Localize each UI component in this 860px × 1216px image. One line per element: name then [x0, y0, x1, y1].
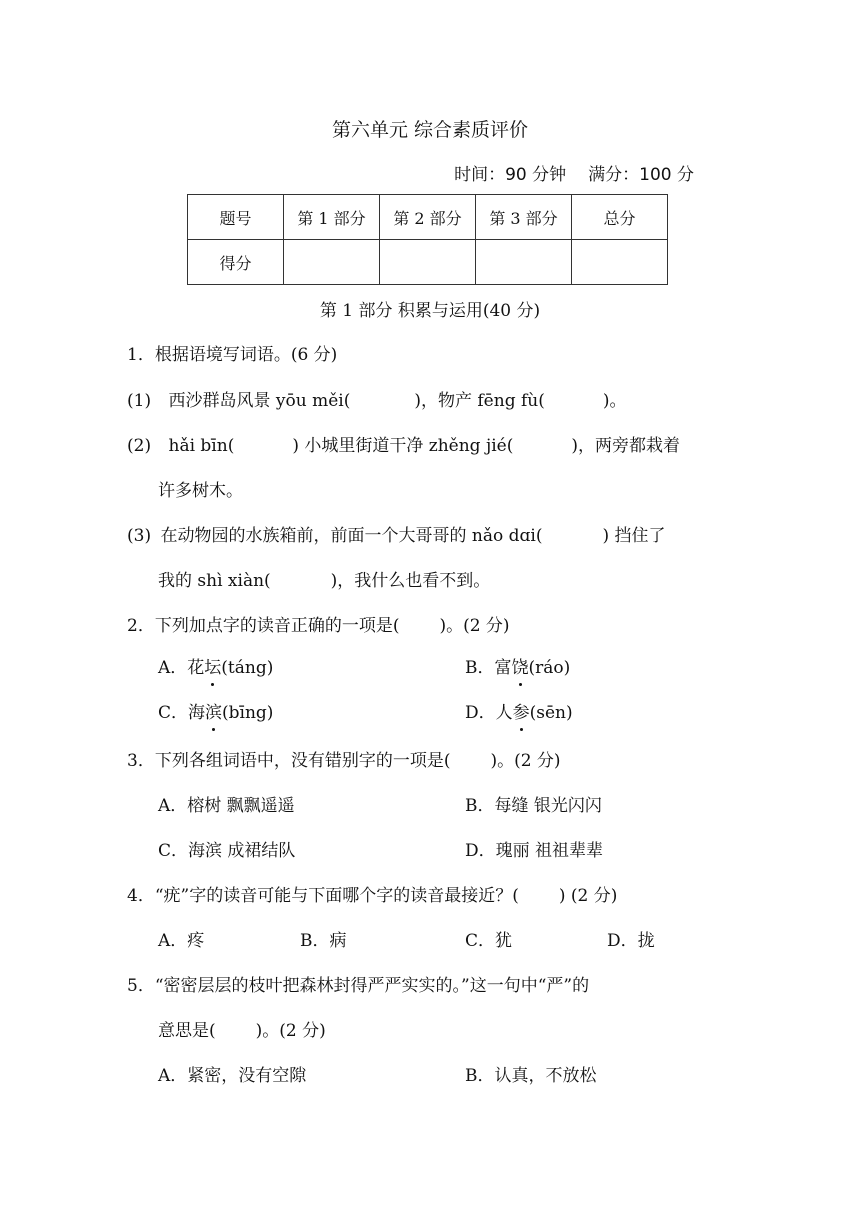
score-table-header-row — [188, 195, 668, 240]
cell-part-2: 第 2 部分 — [380, 195, 476, 240]
cell-total: 总分 — [572, 195, 668, 240]
cell-part-1: 第 1 部分 — [284, 195, 380, 240]
q4-stem-a: 4．“疣”字的读音可能与下面哪个字的读音最接近？( — [127, 886, 519, 906]
q4-option-b[interactable]: B．病 — [300, 931, 347, 951]
score-table — [187, 194, 668, 285]
q2-d-prefix: D．人 — [465, 703, 513, 723]
cell-score-label: 得分 — [188, 240, 284, 285]
q2-a-pinyin: (táng) — [221, 658, 274, 678]
q1-p2-number: (2) — [127, 436, 152, 456]
q3-option-c[interactable]: C．海滨 成裙结队 — [158, 841, 296, 861]
score-input-part-1[interactable] — [284, 240, 380, 285]
score-input-total[interactable] — [572, 240, 668, 285]
q1-p1-text-b: )，物产 fēng fù( — [414, 391, 545, 411]
q4-stem-b: ) (2 分) — [558, 886, 618, 906]
q5-option-b[interactable]: B．认真，不放松 — [465, 1066, 597, 1086]
q2-c-dotted-char: 滨 — [205, 703, 223, 723]
q3-option-a[interactable]: A．榕树 飘飘遥遥 — [158, 796, 295, 816]
full-score: 满分：100 分 — [588, 165, 694, 185]
q2-c-prefix: C．海 — [158, 703, 206, 723]
q2-option-c[interactable] — [158, 701, 273, 725]
q1-p2-text-c: )，两旁都栽着 — [571, 436, 681, 456]
q1-p3-text-b: ) 挡住了 — [602, 526, 666, 546]
q1-part-1 — [127, 389, 627, 413]
q5-stem-a: 意思是( — [158, 1021, 216, 1041]
q4-option-d[interactable]: D．拢 — [607, 931, 655, 951]
q2-d-dotted-char: 参 — [512, 703, 530, 723]
q1-p1-text-a: 西沙群岛风景 yōu měi( — [168, 391, 351, 411]
q5-stem-b: )。(2 分) — [255, 1021, 326, 1041]
q1-stem: 1．根据语境写词语。(6 分) — [127, 345, 338, 365]
q1-p3-cont-a: 我的 shì xiàn( — [158, 571, 271, 591]
cell-question-number: 题号 — [188, 195, 284, 240]
q5-option-a[interactable]: A．紧密，没有空隙 — [158, 1066, 307, 1086]
q4-option-a[interactable]: A．疼 — [158, 931, 205, 951]
q2-stem-b: )。(2 分) — [439, 616, 510, 636]
q2-b-prefix: B．富 — [465, 658, 512, 678]
q1-p1-number: (1) — [127, 391, 152, 411]
q1-p2-text-b: ) 小城里街道干净 zhěng jié( — [292, 436, 514, 456]
page-title: 第六单元 综合素质评价 — [331, 119, 529, 141]
q2-stem — [127, 614, 510, 638]
q3-stem — [127, 749, 561, 773]
q2-a-prefix: A．花 — [158, 658, 205, 678]
cell-part-3: 第 3 部分 — [476, 195, 572, 240]
q1-p3-text-a: 在动物园的水族箱前，前面一个大哥哥的 nǎo dɑi( — [160, 526, 543, 546]
q1-part-3 — [127, 524, 666, 548]
q4-option-c[interactable]: C．犹 — [465, 931, 513, 951]
score-input-part-3[interactable] — [476, 240, 572, 285]
score-input-part-2[interactable] — [380, 240, 476, 285]
q1-p3-number: (3) — [127, 526, 152, 546]
q3-option-d[interactable]: D．瑰丽 祖祖辈辈 — [465, 841, 604, 861]
q1-p1-text-c: )。 — [602, 391, 627, 411]
q2-option-a[interactable] — [158, 656, 273, 680]
section-1-title: 第 1 部分 积累与运用(40 分) — [319, 301, 541, 321]
q1-p3-cont-b: )，我什么也看不到。 — [330, 571, 491, 591]
q1-p2-text-a: hǎi bīn( — [168, 436, 235, 456]
q2-b-pinyin: (ráo) — [528, 658, 571, 678]
q3-option-b[interactable]: B．每缝 银光闪闪 — [465, 796, 602, 816]
q2-b-dotted-char: 饶 — [511, 658, 529, 678]
q2-a-dotted-char: 坛 — [204, 658, 222, 678]
q2-c-pinyin: (bīng) — [222, 703, 274, 723]
score-table-score-row — [188, 240, 668, 285]
q2-option-d[interactable] — [465, 701, 573, 725]
q3-stem-b: )。(2 分) — [490, 751, 561, 771]
q4-stem — [127, 884, 617, 908]
q5-stem-line-2 — [158, 1019, 326, 1043]
exam-meta — [454, 160, 694, 185]
time-limit: 时间：90 分钟 — [454, 165, 567, 185]
q1-p2-continuation: 许多树木。 — [158, 481, 243, 501]
q3-stem-a: 3．下列各组词语中，没有错别字的一项是( — [127, 751, 451, 771]
q2-d-pinyin: (sēn) — [529, 703, 573, 723]
q2-option-b[interactable] — [465, 656, 570, 680]
q2-stem-a: 2．下列加点字的读音正确的一项是( — [127, 616, 400, 636]
q5-stem-line-1: 5．“密密层层的枝叶把森林封得严严实实的。”这一句中“严”的 — [127, 976, 590, 996]
q1-p3-continuation — [158, 569, 490, 593]
q1-part-2 — [127, 434, 680, 458]
